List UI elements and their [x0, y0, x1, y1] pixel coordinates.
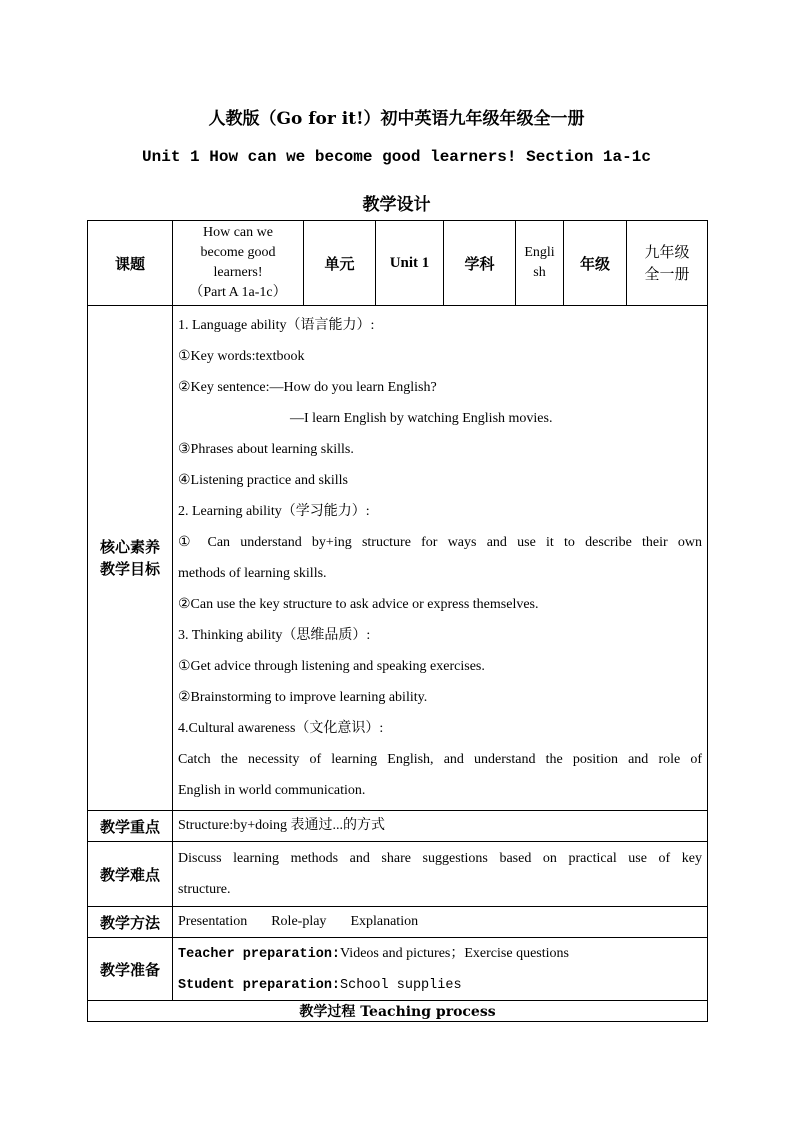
objective-line: ① Can understand by+ing structure for ways and use it to describe their own [178, 535, 702, 550]
difficulties-label: 教学难点 [88, 842, 173, 907]
method-item: Presentation [178, 914, 248, 929]
objective-line: ④Listening practice and skills [178, 473, 349, 488]
objective-line: 4.Cultural awareness（文化意识）: [178, 721, 384, 736]
objective-line: ②Brainstorming to improve learning ability. [178, 690, 428, 705]
objective-line: 1. Language ability（语言能力）: [178, 318, 375, 333]
document-title: 人教版（Go for it!）初中英语九年级年级全一册 [208, 109, 585, 129]
key-points-label: 教学重点 [88, 811, 173, 842]
objectives-content [173, 306, 708, 811]
methods-row [88, 907, 708, 938]
difficulties-row [88, 842, 708, 907]
key-points-value: Structure:by+doing 表通过...的方式 [173, 811, 708, 842]
unit-label: 单元 [304, 221, 376, 306]
subject-label: 学科 [444, 221, 516, 306]
objective-line: methods of learning skills. [178, 566, 327, 581]
objective-line: ②Key sentence:—How do you learn English? [178, 380, 437, 395]
difficulties-value: Discuss learning methods and share suggestions based on practical use of key structure. [173, 842, 708, 907]
objective-line: ③Phrases about learning skills. [178, 442, 354, 457]
teacher-prep-label: Teacher preparation: [178, 947, 341, 962]
lesson-plan-table [87, 220, 708, 1022]
objective-line: 3. Thinking ability（思维品质）: [178, 628, 371, 643]
objective-line: Catch the necessity of learning English, and understand the position and role of [178, 752, 702, 767]
process-row [88, 1001, 708, 1022]
topic-value: How can we become good learners! （Part A 1a-1c） [173, 221, 304, 306]
teaching-process-heading: 教学过程 Teaching process [88, 1001, 708, 1022]
teacher-prep-value: Videos and pictures；Exercise questions [340, 946, 569, 961]
methods-value [173, 907, 708, 938]
document-type: 教学设计 [362, 195, 431, 215]
grade-value: 九年级 全一册 [627, 221, 708, 306]
unit-value: Unit 1 [376, 221, 444, 306]
student-prep-label: Student preparation: [178, 978, 341, 993]
topic-label: 课题 [88, 221, 173, 306]
grade-label: 年级 [564, 221, 627, 306]
document-subtitle: Unit 1 How can we become good learners! Section 1a-1c [142, 148, 651, 166]
objective-line: English in world communication. [178, 783, 366, 798]
objective-line: ①Key words:textbook [178, 349, 305, 364]
objectives-row [88, 306, 708, 811]
objective-line: 2. Learning ability（学习能力）: [178, 504, 370, 519]
key-points-row [88, 811, 708, 842]
objectives-label: 核心素养 教学目标 [88, 306, 173, 811]
preparation-label: 教学准备 [88, 938, 173, 1001]
objective-line: ①Get advice through listening and speaking exercises. [178, 659, 485, 674]
method-item: Explanation [350, 914, 419, 929]
info-row [88, 221, 708, 306]
objective-line: —I learn English by watching English movies. [290, 411, 553, 426]
student-prep-value: School supplies [340, 978, 462, 993]
preparation-row [88, 938, 708, 1001]
subject-value: Engli sh [516, 221, 564, 306]
objective-line: ②Can use the key structure to ask advice or express themselves. [178, 597, 539, 612]
method-item: Role-play [271, 914, 327, 929]
methods-label: 教学方法 [88, 907, 173, 938]
preparation-value [173, 938, 708, 1001]
